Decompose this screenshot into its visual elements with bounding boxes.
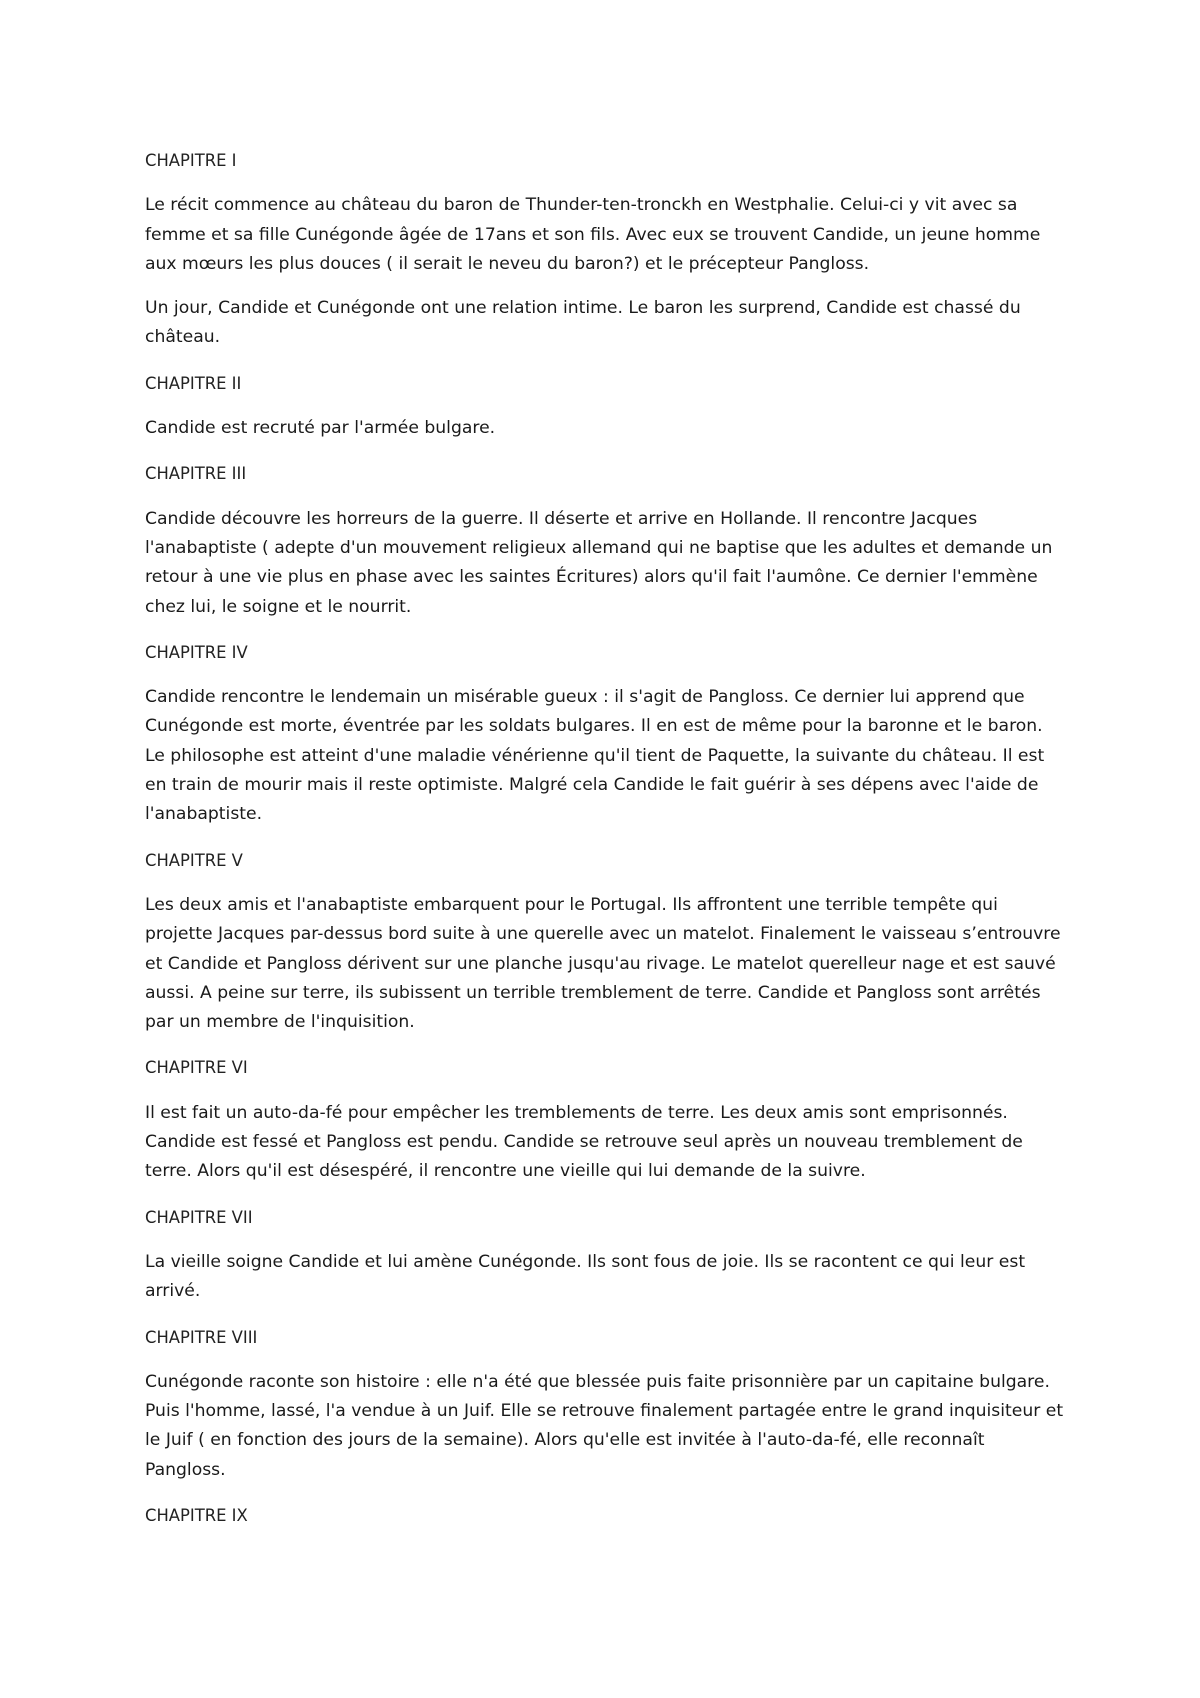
chapter-paragraph: Candide est recruté par l'armée bulgare. [145,418,496,439]
chapter-heading: CHAPITRE III [145,464,247,484]
chapter-heading: CHAPITRE I [145,151,237,170]
chapter-heading: CHAPITRE VIII [145,1327,258,1347]
chapter-paragraph: Un jour, Candide et Cunégonde ont une relation intime. Le baron les surprend, Candide est chassé du château. [145,298,1021,348]
chapter-paragraph: Candide découvre les horreurs de la guerre. Il déserte et arrive en Hollande. Il rencontre Jacques l'anabaptiste ( adepte d'un mouvement religieux allemand qui ne baptise que les adultes et demande un retour à une vie plus en phase avec les saintes Écritures) alors qu'il fait l'aumône. Ce dernier l'emmène chez lui, le soigne et le nourrit. [145,508,1053,617]
chapter-heading: CHAPITRE VI [145,1058,248,1078]
chapter-9 [145,1501,1065,1530]
chapter-2 [145,369,1065,444]
chapter-paragraph: Le récit commence au château du baron de Thunder-ten-tronckh en Westphalie. Celui-ci y vit avec sa femme et sa fille Cunégonde âgée de 17ans et son fils. Avec eux se trouvent Candide, un jeune homme aux mœurs les plus douces ( il serait le neveu du baron?) et le précepteur Pangloss. [145,195,1041,274]
chapter-body [145,891,1065,1037]
chapter-1 [145,146,1065,353]
chapter-paragraph: Candide rencontre le lendemain un misérable gueux : il s'agit de Pangloss. Ce dernier lui apprend que Cunégonde est morte, éventrée par les soldats bulgares. Il en est de même pour la baronne et le baron. Le philosophe est atteint d'une maladie vénérienne qu'il tient de Paquette, la suivante du château. Il est en train de mourir mais il reste optimiste. Malgré cela Candide le fait guérir à ses dépens avec l'aide de l'anabaptiste. [145,687,1045,825]
chapter-paragraph: Les deux amis et l'anabaptiste embarquent pour le Portugal. Ils affrontent une terrible tempête qui projette Jacques par-dessus bord suite à une querelle avec un matelot. Finalement le vaisseau s’entrouvre et Candide et Pangloss dérivent sur une planche jusqu'au rivage. Le matelot querelleur nage et est sauvé aussi. A peine sur terre, ils subissent un terrible tremblement de terre. Candide et Pangloss sont arrêtés par un membre de l'inquisition. [145,894,1061,1033]
chapter-heading: CHAPITRE IV [145,642,248,662]
chapter-body [145,414,1065,443]
chapter-7 [145,1203,1065,1307]
chapter-8 [145,1323,1065,1485]
chapter-body [145,1248,1065,1307]
document-content [145,146,1065,1546]
chapter-3 [145,459,1065,621]
chapter-heading: CHAPITRE IX [145,1505,248,1525]
chapter-6 [145,1053,1065,1186]
chapter-body [145,1368,1065,1485]
chapter-body [145,505,1065,622]
chapter-body [145,191,1065,352]
chapter-paragraph: Il est fait un auto-da-fé pour empêcher les tremblements de terre. Les deux amis sont emprisonnés. Candide est fessé et Pangloss est pendu. Candide se retrouve seul après un nouveau tremblement de terre. Alors qu'il est désespéré, il rencontre une vieille qui lui demande de la suivre. [145,1102,1023,1182]
chapter-paragraph: Cunégonde raconte son histoire : elle n'a été que blessée puis faite prisonnière par un capitaine bulgare. Puis l'homme, lassé, l'a vendue à un Juif. Elle se retrouve finalement partagée entre le grand inquisiteur et le Juif ( en fonction des jours de la semaine). Alors qu'elle est invitée à l'auto-da-fé, elle reconnaît Pangloss. [145,1371,1064,1480]
chapter-heading: CHAPITRE II [145,373,242,393]
chapter-heading: CHAPITRE V [145,850,243,870]
chapter-body [145,1099,1065,1187]
chapter-5 [145,846,1065,1038]
chapter-body [145,683,1065,829]
chapter-4 [145,638,1065,830]
chapter-paragraph: La vieille soigne Candide et lui amène Cunégonde. Ils sont fous de joie. Ils se racontent ce qui leur est arrivé. [145,1251,1026,1302]
chapter-heading: CHAPITRE VII [145,1207,253,1227]
